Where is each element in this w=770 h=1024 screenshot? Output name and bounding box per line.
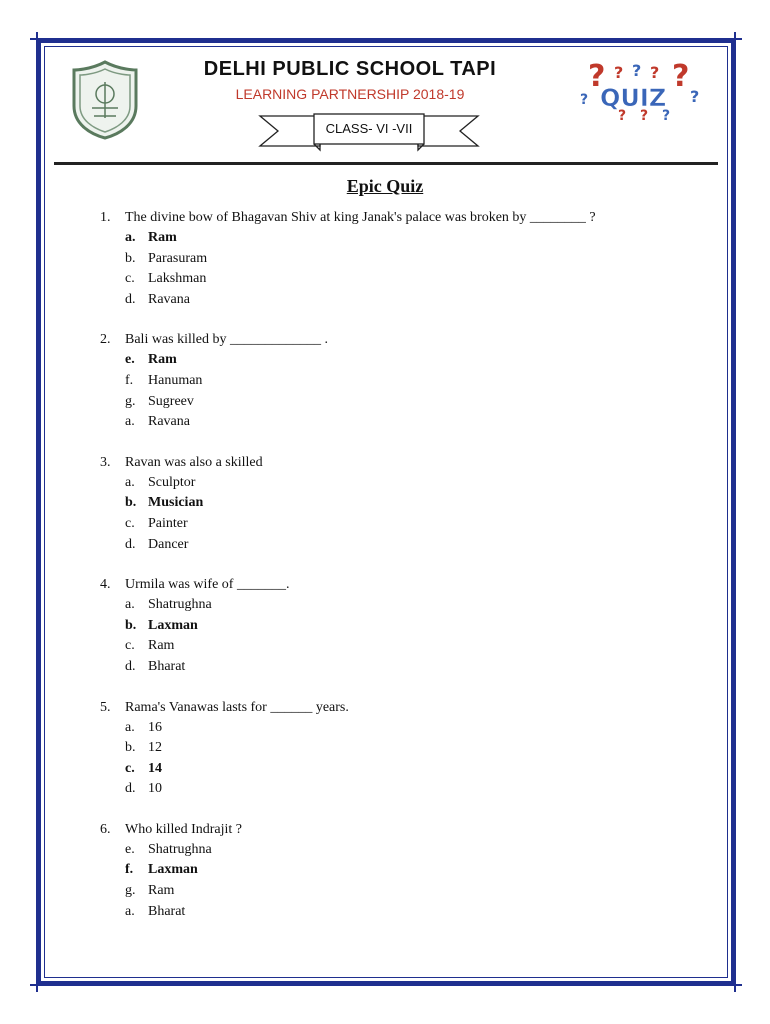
question-text: Ravan was also a skilled (125, 454, 263, 470)
partnership-subtitle: LEARNING PARTNERSHIP 2018-19 (235, 86, 465, 102)
option-letter: d. (125, 536, 136, 552)
question-list (100, 208, 700, 942)
option-text: Lakshman (148, 271, 207, 287)
option-correct (100, 616, 700, 637)
option-letter: a. (125, 230, 136, 245)
page-title: Epic Quiz (346, 176, 424, 196)
option-text: Ravana (148, 291, 190, 307)
question-6 (100, 820, 700, 922)
option-text: Bharat (148, 658, 186, 674)
svg-text:?: ? (650, 63, 660, 82)
option-text: 12 (148, 740, 162, 756)
option-letter: a. (125, 903, 135, 919)
question-number: 6. (100, 821, 111, 837)
question-5 (100, 698, 700, 800)
option (100, 657, 700, 678)
option-text: Laxman (148, 862, 198, 878)
svg-text:?: ? (690, 87, 700, 106)
option (100, 392, 700, 413)
option (100, 881, 700, 902)
svg-text:?: ? (614, 63, 624, 82)
class-label: CLASS- VI -VII (325, 121, 413, 136)
option-letter: a. (125, 474, 135, 490)
corner-ornament (30, 978, 44, 992)
option (100, 514, 700, 535)
option-text: Dancer (148, 536, 189, 552)
option-letter: c. (125, 515, 135, 531)
svg-text:?: ? (640, 108, 649, 122)
option (100, 636, 700, 657)
option (100, 371, 700, 392)
option-text: 14 (148, 760, 162, 776)
option-text: Sculptor (148, 474, 196, 490)
question-number: 1. (100, 210, 111, 225)
option-text: Shatrughna (148, 841, 212, 857)
option-correct (100, 860, 700, 881)
option-correct (100, 759, 700, 780)
option-letter: d. (125, 658, 136, 674)
option (100, 718, 700, 739)
question-number: 3. (100, 454, 111, 470)
question-4 (100, 575, 700, 677)
corner-ornament (728, 978, 742, 992)
question-text: Urmila was wife of _______. (125, 577, 290, 593)
option-text: Hanuman (148, 372, 203, 388)
question-number: 2. (100, 332, 111, 348)
option (100, 902, 700, 923)
option (100, 290, 700, 311)
option-letter: a. (125, 719, 135, 735)
option-text: Ram (148, 883, 175, 899)
option (100, 595, 700, 616)
option-letter: b. (125, 495, 137, 511)
option-letter: d. (125, 781, 136, 797)
option-letter: g. (125, 393, 136, 409)
question-1 (100, 208, 700, 310)
option (100, 779, 700, 800)
quiz-logo-icon (578, 56, 706, 122)
option-text: 10 (148, 781, 162, 797)
option-letter: a. (125, 597, 135, 613)
question-text: Rama's Vanawas lasts for ______ years. (125, 699, 349, 715)
option (100, 473, 700, 494)
option-text: Bharat (148, 903, 186, 919)
option-letter: d. (125, 291, 136, 307)
svg-text:?: ? (588, 59, 606, 94)
option-letter: c. (125, 760, 135, 776)
option-text: Ram (148, 230, 177, 245)
option-letter: f. (125, 372, 134, 388)
svg-text:QUIZ: QUIZ (600, 84, 667, 112)
corner-ornament (30, 32, 44, 46)
option (100, 535, 700, 556)
option-letter: b. (125, 617, 137, 633)
question-text: The divine bow of Bhagavan Shiv at king Janak's palace was broken by ________ ? (125, 210, 596, 225)
question-text: Who killed Indrajit ? (125, 821, 243, 837)
option-text: 16 (148, 719, 162, 735)
svg-text:?: ? (580, 92, 589, 108)
option-letter: e. (125, 352, 135, 368)
school-name: DELHI PUBLIC SCHOOL TAPI (203, 58, 497, 80)
option-text: Musician (148, 495, 204, 511)
option-letter: g. (125, 883, 136, 899)
option-correct (100, 493, 700, 514)
option-text: Painter (148, 515, 188, 531)
option-letter: b. (125, 740, 136, 756)
option-text: Shatrughna (148, 597, 212, 613)
question-number: 5. (100, 699, 111, 715)
option-letter: b. (125, 250, 136, 266)
question-text: Bali was killed by _____________ . (125, 332, 328, 348)
option (100, 269, 700, 290)
corner-ornament (728, 32, 742, 46)
option-text: Parasuram (148, 250, 208, 266)
option (100, 738, 700, 759)
option-text: Ram (148, 352, 177, 368)
option-text: Ram (148, 638, 175, 654)
option-text: Laxman (148, 617, 198, 633)
svg-text:?: ? (618, 108, 627, 122)
svg-text:?: ? (632, 61, 642, 80)
svg-text:?: ? (672, 59, 690, 94)
option-text: Ravana (148, 414, 190, 430)
option (100, 412, 700, 433)
option-letter: e. (125, 841, 135, 857)
question-2 (100, 330, 700, 432)
option-correct (100, 350, 700, 371)
header-divider (54, 162, 718, 165)
school-crest-logo (70, 60, 140, 140)
option (100, 840, 700, 861)
option-letter: a. (125, 414, 135, 430)
question-number: 4. (100, 577, 111, 593)
option-letter: c. (125, 638, 135, 654)
option-text: Sugreev (148, 393, 194, 409)
option (100, 249, 700, 270)
option-letter: f. (125, 862, 134, 878)
option-correct (100, 228, 700, 249)
option-letter: c. (125, 271, 135, 287)
svg-text:?: ? (662, 108, 671, 122)
question-3 (100, 453, 700, 555)
